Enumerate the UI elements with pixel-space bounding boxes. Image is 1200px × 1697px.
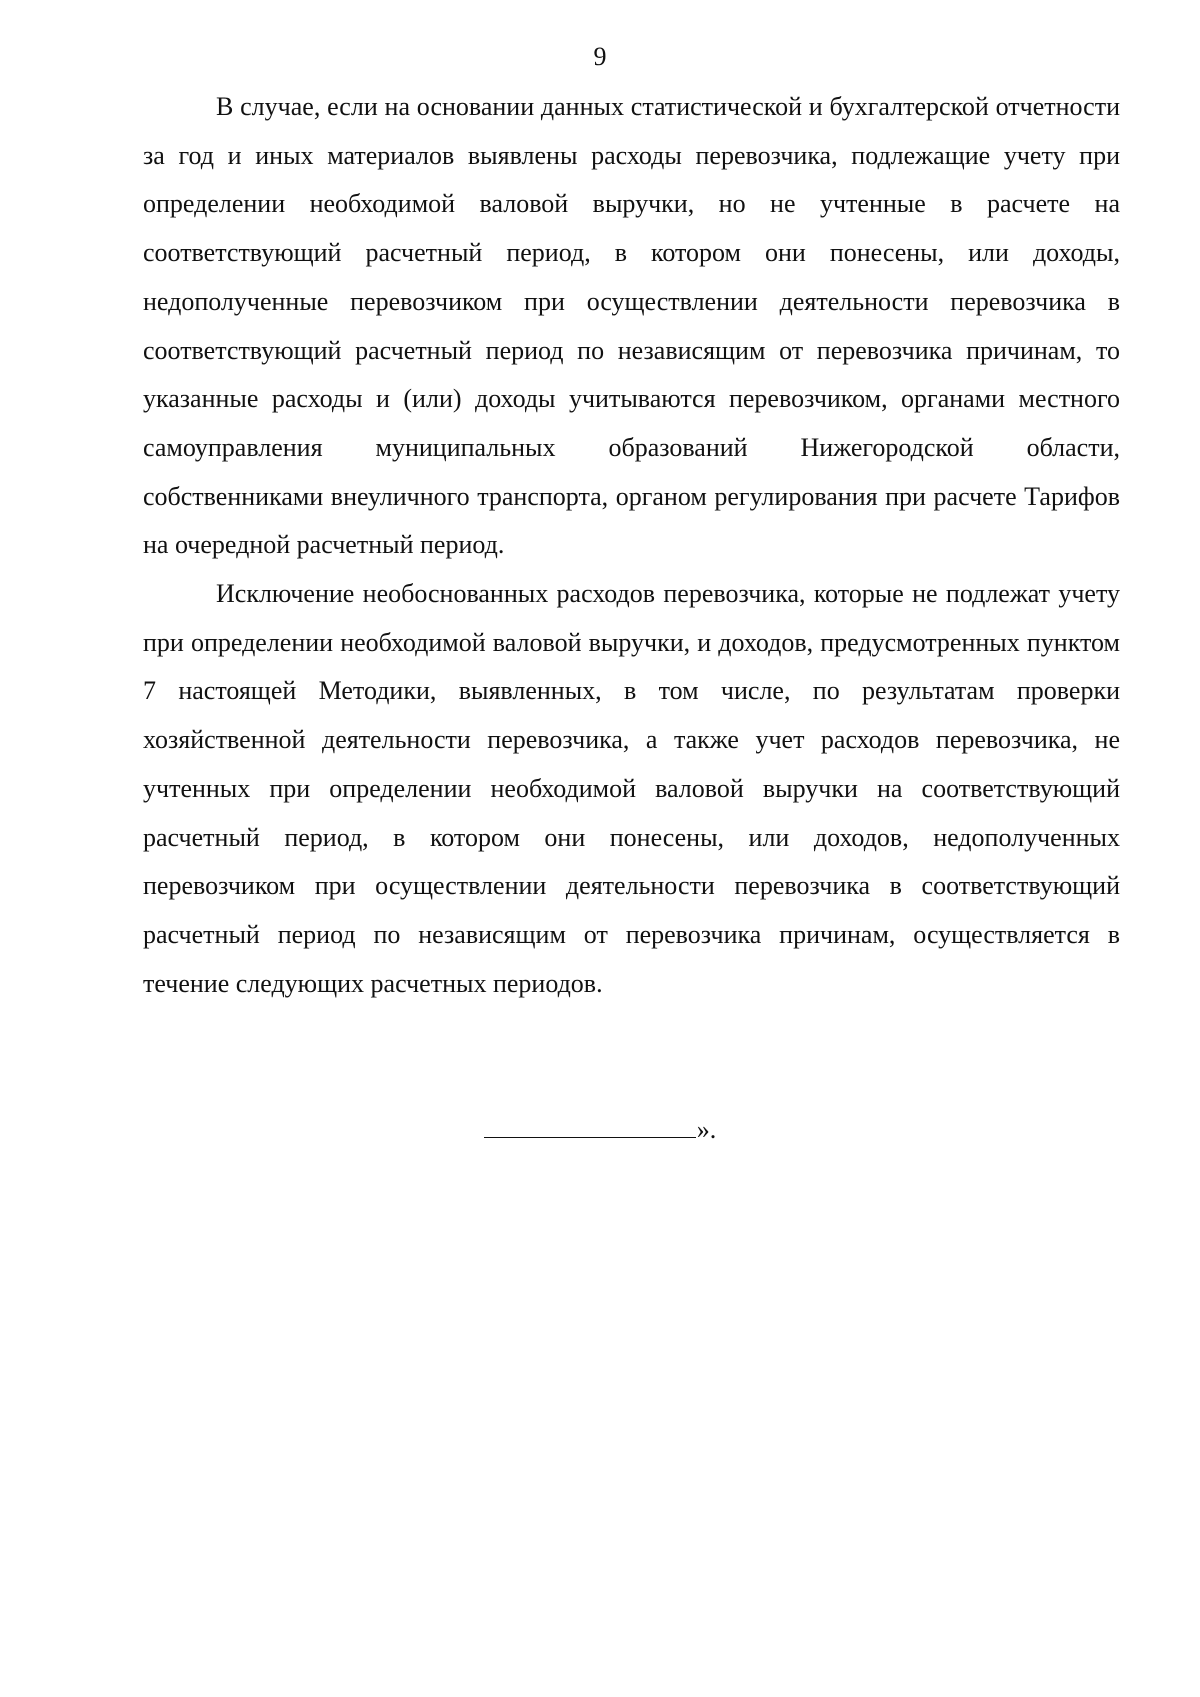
document-body [143,83,1120,1008]
closing-quote-mark: ». [696,1115,717,1144]
closing-line [0,1110,1200,1150]
closing-underline [484,1111,696,1138]
paragraph-2: Исключение необоснованных расходов перевозчика, которые не подлежат учету при определении необходимой валовой выручки, и доходов, предусмотренных пунктом 7 настоящей Методики, выявленных, в том числе, по результатам проверки хозяйственной деятельности перевозчика, а также учет расходов перевозчика, не учтенных при определении необходимой валовой выручки на соответствующий расчетный период, в котором они понесены, или доходов, недополученных перевозчиком при осуществлении деятельности перевозчика в соответствующий расчетный период по независящим от перевозчика причинам, осуществляется в течение следующих расчетных периодов. [143,579,1120,998]
page-number: 9 [593,42,607,71]
paragraph-1: В случае, если на основании данных статистической и бухгалтерской отчетности за год и иных материалов выявлены расходы перевозчика, подлежащие учету при определении необходимой валовой выручки, но не учтенные в расчете на соответствующий расчетный период, в котором они понесены, или доходы, недополученные перевозчиком при осуществлении деятельности перевозчика в соответствующий расчетный период по независящим от перевозчика причинам, то указанные расходы и (или) доходы учитываются перевозчиком, органами местного самоуправления муниципальных образований Нижегородской области, собственниками внеуличного транспорта, органом регулирования при расчете Тарифов на очередной расчетный период. [143,92,1120,560]
